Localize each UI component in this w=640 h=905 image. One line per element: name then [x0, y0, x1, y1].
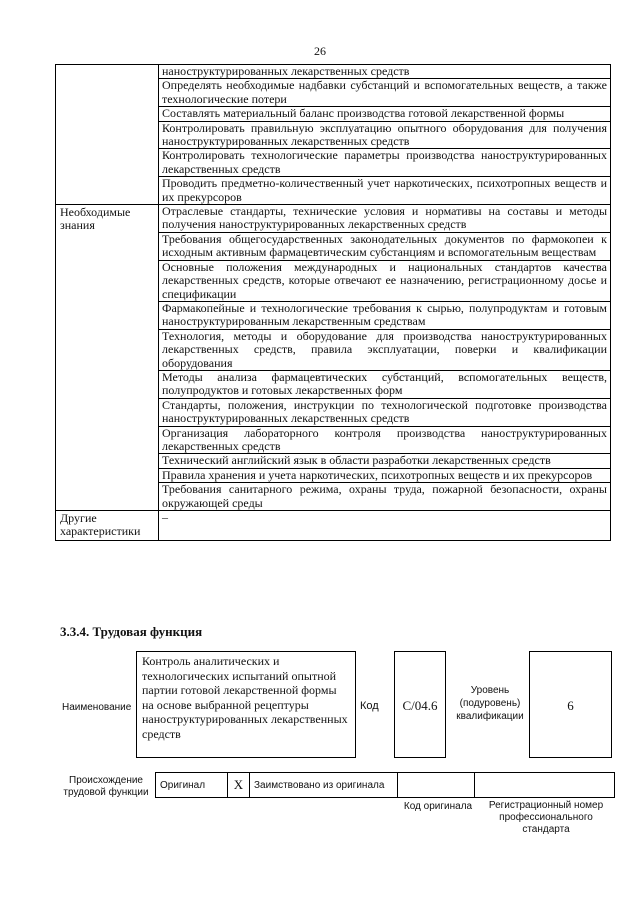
table-cell: Фармакопейные и технологические требования к сырью, полупродуктам и готовым наноструктурированным лекарственным средствам: [159, 301, 611, 329]
skills-knowledge-table: [55, 64, 611, 541]
table-cell: Технический английский язык в области разработки лекарственных средств: [159, 454, 611, 468]
table-row: [56, 205, 611, 233]
table-cell: Технология, методы и оборудование для производства наноструктурированных лекарственных средств, правила эксплуатации, поверки и квалификации оборудования: [159, 329, 611, 370]
section-title: 3.3.4. Трудовая функция: [60, 624, 203, 639]
name-label: Наименование: [62, 702, 132, 713]
original-mark: X: [228, 773, 250, 798]
code-value: С/04.6: [394, 651, 446, 758]
registration-number-label: Регистрационный номер профессионального стандарта: [488, 800, 604, 835]
table-cell: наноструктурированных лекарственных средств: [159, 65, 611, 79]
borrowed-label: Заимствовано из оригинала: [250, 773, 398, 798]
function-name-value: Контроль аналитических и технологических испытаний опытной партии готовой лекарственной формы на основе выбранной рецептуры наноструктурированных лекарственных средств: [136, 651, 356, 758]
page-number: 26: [314, 44, 326, 58]
origin-label: Происхождение трудовой функции: [63, 775, 149, 798]
original-code-label: Код оригинала: [403, 801, 473, 812]
qualification-level-label: Уровень (подуровень) квалификации: [456, 685, 524, 722]
table-row: [56, 511, 611, 541]
code-label: Код: [360, 700, 379, 712]
row-label: [56, 65, 159, 205]
registration-number-cell: [475, 773, 615, 798]
table-row: [56, 65, 611, 79]
table-cell: Определять необходимые надбавки субстанций и вспомогательных веществ, а также технологические потери: [159, 79, 611, 107]
table-cell: Стандарты, положения, инструкции по технологической подготовке производства наноструктурированных лекарственных средств: [159, 398, 611, 426]
table-cell: Основные положения международных и национальных стандартов качества лекарственных средств, которые отвечают ее назначению, регистрационному досье и спецификации: [159, 260, 611, 301]
qualification-level-value: 6: [529, 651, 612, 758]
table-cell: –: [159, 511, 611, 541]
table-cell: Правила хранения и учета наркотических, психотропных веществ и их прекурсоров: [159, 468, 611, 482]
row-label: Необходимые знания: [56, 205, 159, 511]
row-label: Другие характеристики: [56, 511, 159, 541]
table-cell: Методы анализа фармацевтических субстанций, вспомогательных веществ, полупродуктов и готовых лекарственных форм: [159, 370, 611, 398]
table-cell: Контролировать технологические параметры производства наноструктурированных лекарственных средств: [159, 149, 611, 177]
table-cell: Требования санитарного режима, охраны труда, пожарной безопасности, охраны окружающей среды: [159, 483, 611, 511]
table-cell: Контролировать правильную эксплуатацию опытного оборудования для получения наноструктурированных лекарственных средств: [159, 121, 611, 149]
table-cell: Отраслевые стандарты, технические условия и нормативы на составы и методы получения наноструктурированных лекарственных средств: [159, 205, 611, 233]
original-code-cell: [398, 773, 475, 798]
table-cell: Организация лабораторного контроля производства наноструктурированных лекарственных средств: [159, 426, 611, 454]
original-label: Оригинал: [156, 773, 228, 798]
table-cell: Проводить предметно-количественный учет наркотических, психотропных веществ и их прекурсоров: [159, 177, 611, 205]
table-cell: Составлять материальный баланс производства готовой лекарственной формы: [159, 107, 611, 121]
origin-table: [155, 772, 615, 798]
table-cell: Требования общегосударственных законодательных документов по фармокопеи к исходным активным фармацевтическим субстанциям и вспомогательным веществам: [159, 232, 611, 260]
